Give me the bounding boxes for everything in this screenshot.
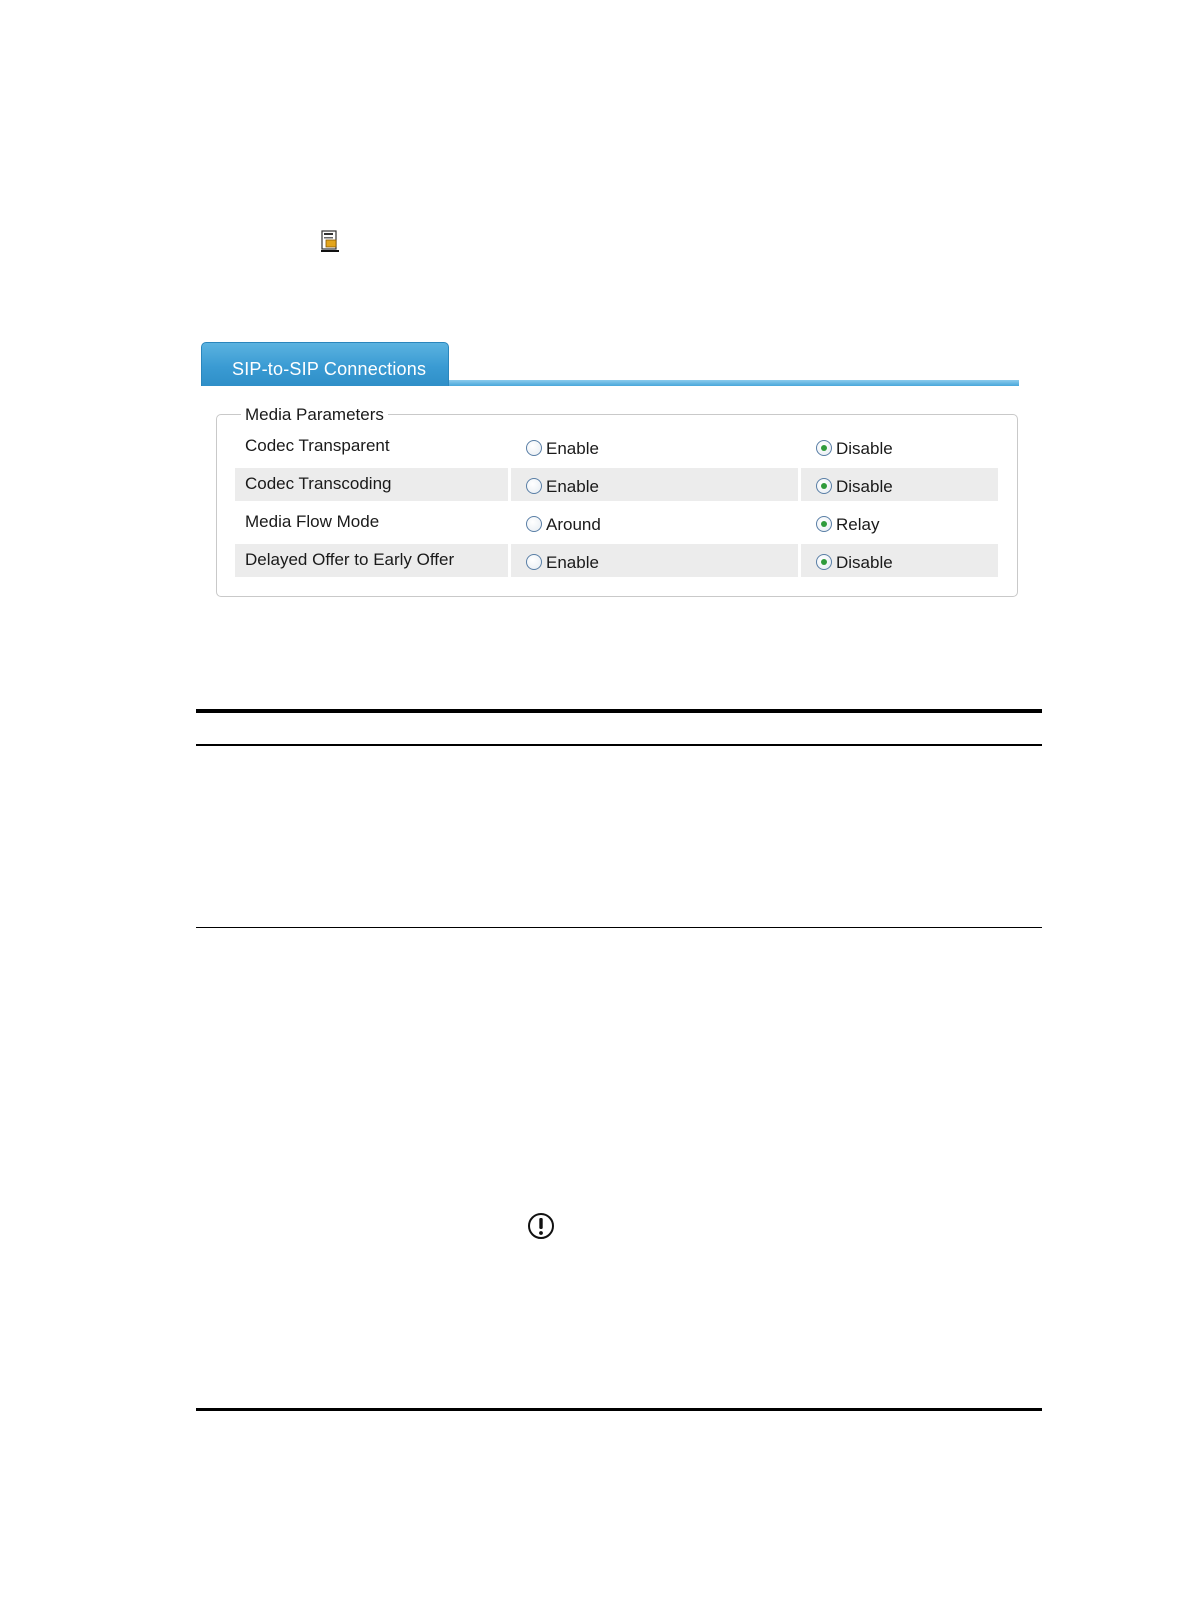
document-icon xyxy=(321,230,339,252)
label-cell xyxy=(235,544,508,577)
option-label: Disable xyxy=(836,553,893,572)
option1-cell xyxy=(511,544,798,577)
tab-label: SIP-to-SIP Connections xyxy=(232,359,427,379)
option2-cell xyxy=(801,430,998,463)
option1-cell xyxy=(511,430,798,463)
label-cell xyxy=(235,506,508,539)
exclamation-circle-icon xyxy=(527,1212,555,1240)
codec-transcoding-disable-radio[interactable] xyxy=(816,474,893,497)
radio-unchecked-icon[interactable] xyxy=(526,554,542,570)
radio-unchecked-icon[interactable] xyxy=(526,516,542,532)
codec-transparent-enable-radio[interactable] xyxy=(526,436,599,459)
media-flow-mode-around-radio[interactable] xyxy=(526,512,601,535)
option-label: Enable xyxy=(546,477,599,496)
delayed-offer-enable-radio[interactable] xyxy=(526,550,599,573)
notice-bottom-rule xyxy=(196,1408,1042,1411)
table-top-rule xyxy=(196,709,1042,713)
row-label: Delayed Offer to Early Offer xyxy=(245,550,455,569)
option-label: Enable xyxy=(546,553,599,572)
tab-sip-to-sip-connections[interactable] xyxy=(201,342,449,386)
delayed-offer-disable-radio[interactable] xyxy=(816,550,893,573)
table-bottom-rule xyxy=(196,927,1042,928)
codec-transparent-disable-radio[interactable] xyxy=(816,436,893,459)
radio-unchecked-icon[interactable] xyxy=(526,440,542,456)
row-delayed-offer-to-early-offer xyxy=(235,544,998,577)
option1-cell xyxy=(511,468,798,501)
label-cell xyxy=(235,468,508,501)
media-flow-mode-relay-radio[interactable] xyxy=(816,512,879,535)
radio-checked-icon[interactable] xyxy=(816,478,832,494)
row-codec-transcoding xyxy=(235,468,998,501)
row-label: Media Flow Mode xyxy=(245,512,380,531)
option1-cell xyxy=(511,506,798,539)
tab-strip xyxy=(201,340,1019,390)
row-media-flow-mode xyxy=(235,506,998,539)
radio-checked-icon[interactable] xyxy=(816,440,832,456)
row-label: Codec Transparent xyxy=(245,436,390,455)
radio-checked-icon[interactable] xyxy=(816,516,832,532)
option-label: Disable xyxy=(836,439,893,458)
table-header-rule xyxy=(196,744,1042,746)
row-codec-transparent xyxy=(235,430,998,463)
option-label: Disable xyxy=(836,477,893,496)
option-label: Relay xyxy=(836,515,880,534)
media-parameters-legend: Media Parameters xyxy=(241,404,388,426)
option-label: Around xyxy=(546,515,601,534)
codec-transcoding-enable-radio[interactable] xyxy=(526,474,599,497)
option-label: Enable xyxy=(546,439,599,458)
row-label: Codec Transcoding xyxy=(245,474,392,493)
radio-unchecked-icon[interactable] xyxy=(526,478,542,494)
label-cell xyxy=(235,430,508,463)
radio-checked-icon[interactable] xyxy=(816,554,832,570)
option2-cell xyxy=(801,544,998,577)
tab-underline xyxy=(449,380,1019,386)
option2-cell xyxy=(801,506,998,539)
option2-cell xyxy=(801,468,998,501)
